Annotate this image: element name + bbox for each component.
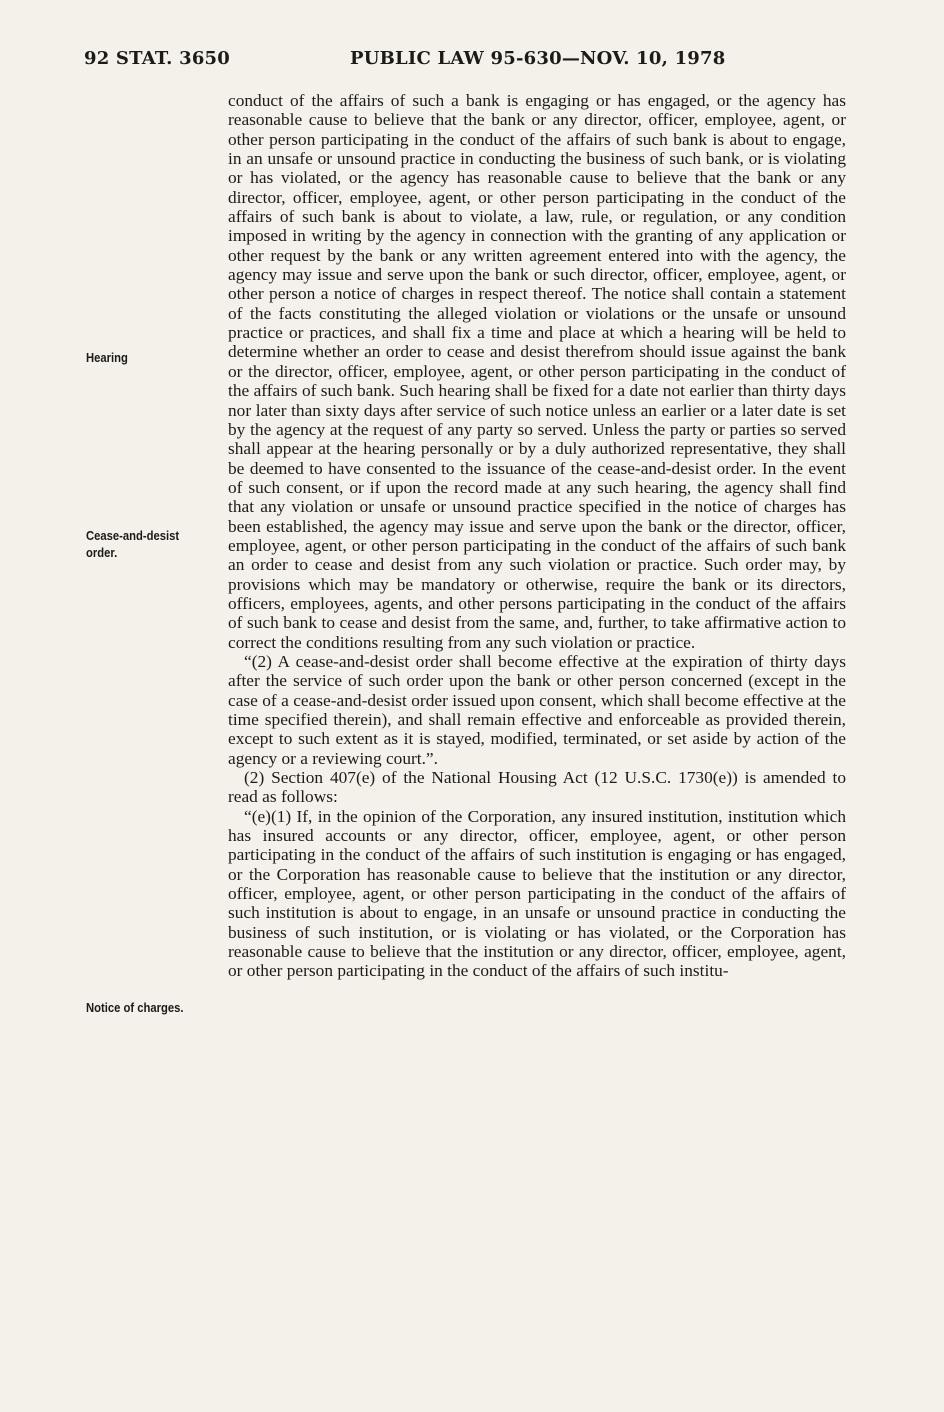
- stat-reference: 92 STAT. 3650: [84, 48, 231, 69]
- margin-note-cease-and-desist: [86, 528, 179, 562]
- margin-note-cease-line2: order.: [86, 546, 118, 560]
- running-head: PUBLIC LAW 95-630—NOV. 10, 1978: [350, 48, 726, 69]
- paragraph-section-e: “(e)(1) If, in the opinion of the Corporation, any insured institution, institution which has insured accounts or any director, officer, employee, agent, or other person participating in the conduct of the affairs of such institution is engaging or has engaged, or the Corporation has reasonable cause to believe that the institution or any director, officer, employee, agent, or other person participating in the conduct of the affairs of such institution is about to engage, in an unsafe or unsound practice in conducting the business of such institution, or is violating or has violated, or the Corporation has reasonable cause to believe that the institution or any director, officer, employee, agent, or other person participating in the conduct of the affairs of such institu-: [228, 806, 846, 981]
- paragraph-subsection-2: “(2) A cease-and-desist order shall become effective at the expiration of thirty days after the service of such order upon the bank or other person concerned (except in the case of a cease-and-desist order issued upon consent, which shall become effective at the time specified therein), and shall remain effective and enforceable as provided therein, except to such extent as it is stayed, modified, terminated, or set aside by action of the agency or a reviewing court.”.: [228, 651, 846, 768]
- paragraph-amendment: (2) Section 407(e) of the National Housing Act (12 U.S.C. 1730(e)) is amended to read as follows:: [228, 768, 846, 807]
- margin-note-notice-of-charges: Notice of charges.: [86, 1001, 184, 1015]
- paragraph-continuation: conduct of the affairs of such a bank is engaging or has engaged, or the agency has reasonable cause to believe that the bank or any director, officer, employee, agent, or other person participating in the conduct of the affairs of such bank is about to engage, in an unsafe or unsound practice in conducting the business of such bank, or is violating or has violated, or the agency has reasonable cause to believe that the bank or any director, officer, employee, agent, or other person participating in the conduct of the affairs of such bank is about to violate, a law, rule, or regulation, or any condition imposed in writing by the agency in connection with the granting of any application or other request by the bank or any written agreement entered into with the agency, the agency may issue and serve upon the bank or such director, officer, employee, agent, or other person a notice of charges in respect thereof. The notice shall contain a statement of the facts constituting the alleged violation or violations or the unsafe or unsound practice or practices, and shall fix a time and place at which a hearing will be held to determine whether an order to cease and desist therefrom should issue against the bank or the director, officer, employee, agent, or other person participating in the conduct of the affairs of such bank. Such hearing shall be fixed for a date not earlier than thirty days nor later than sixty days after service of such notice unless an earlier or a later date is set by the agency at the request of any party so served. Unless the party or parties so served shall appear at the hearing personally or by a duly authorized representative, they shall be deemed to have consented to the issuance of the cease-and-desist order. In the event of such consent, or if upon the record made at any such hearing, the agency shall find that any violation or unsafe or unsound practice specified in the notice of charges has been established, the agency may issue and serve upon the bank or the director, officer, employee, agent, or other person participating in the conduct of the affairs of such bank an order to cease and desist from any such violation or practice. Such order may, by provisions which may be mandatory or otherwise, require the bank or its directors, officers, employees, agents, and other persons participating in the conduct of the affairs of such bank to cease and desist from the same, and, further, to take affirmative action to correct the conditions resulting from any such violation or practice.: [228, 91, 846, 652]
- margin-note-hearing: Hearing: [86, 351, 128, 365]
- margin-note-cease-line1: Cease-and-desist: [86, 529, 180, 543]
- body-text-column: [228, 91, 846, 981]
